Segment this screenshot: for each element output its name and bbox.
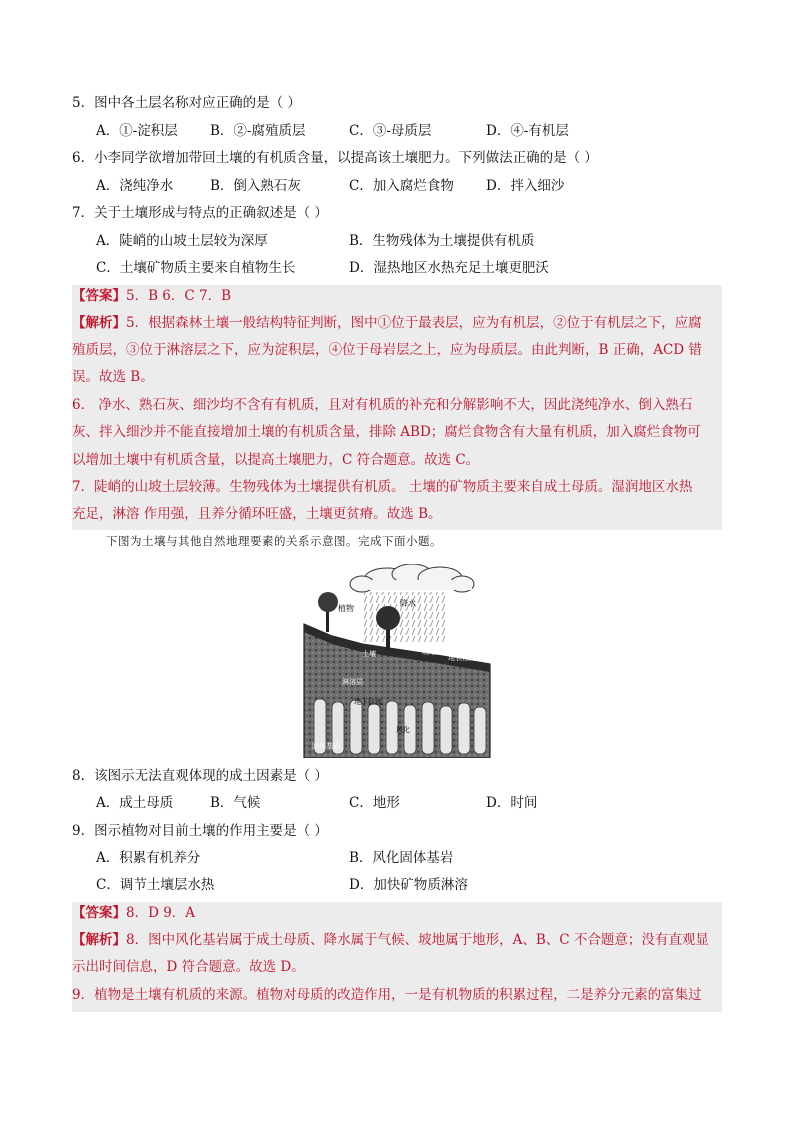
- label-bedrock: 固体基岩: [312, 742, 340, 750]
- analysis-text: 5．根据森林土壤一般结构特征判断，图中①位于最表层，应为有机层，②位于有机层之下，应腐: [126, 315, 702, 331]
- analysis-line-a-4: 灰、拌入细沙并不能直接增加土壤的有机质含量，排除 ABD；腐烂食物含有大量有机质，加入腐烂食物可: [72, 424, 701, 440]
- question-6-stem: 6．小李同学欲增加带回土壤的有机质含量，以提高该土壤肥力。下列做法正确的是（ ）: [72, 150, 598, 166]
- q9-option-c: C．调节土壤层水热: [96, 877, 215, 893]
- answer-line-b: [72, 904, 722, 922]
- q8-option-a: A．成土母质: [96, 795, 174, 811]
- q6-option-c: C．加入腐烂食物: [349, 178, 454, 194]
- question-5-stem: 5．图中各土层名称对应正确的是（ ）: [72, 95, 301, 111]
- q8-option-b: B．气候: [210, 795, 261, 811]
- q9-option-a: A．积累有机养分: [96, 850, 201, 866]
- analysis-line-b-2: 9．植物是土壤有机质的来源。植物对母质的改造作用，一是有机物质的积累过程，二是养分元素的富集过: [72, 987, 702, 1003]
- tree-left: [318, 592, 338, 632]
- q8-option-d: D．时间: [486, 795, 538, 811]
- q6-option-b: B．倒入熟石灰: [210, 178, 301, 194]
- analysis-line-a-1: 殖质层，③位于淋溶层之下，应为淀积层，④位于母岩层之上，应为母质层。由此判断，B 正确，ACD 错: [72, 342, 702, 358]
- analysis-text-b: 8．图中风化基岩属于成土母质、降水属于气候、坡地属于地形，A、B、C 不合题意；没有直观显: [126, 932, 709, 948]
- answer-line-a: [72, 287, 722, 305]
- analysis-tag: 【解析】: [72, 315, 126, 331]
- answer-tag: 【答案】: [72, 288, 126, 304]
- label-mid-1: 淋溶层: [342, 678, 363, 686]
- q7-option-c: C．土壤矿物质主要来自植物生长: [96, 260, 296, 276]
- q9-option-b: B．风化固体基岩: [349, 850, 454, 866]
- analysis-line-a-0: [72, 314, 722, 332]
- analysis-line-a-7: 充足，淋溶 作用强，且养分循环旺盛，土壤更贫瘠。故选 B。: [72, 506, 442, 522]
- analysis-tag-b: 【解析】: [72, 932, 126, 948]
- soil-diagram: [302, 564, 492, 758]
- answer-text-b: 8．D 9．A: [126, 905, 196, 921]
- answer-text: 5．B 6．C 7．B: [126, 288, 232, 304]
- analysis-line-a-5: 以增加土壤中有机质含量，以提高土壤肥力，C 符合题意。故选 C。: [72, 452, 480, 468]
- q5-option-b: B．②-腐殖质层: [210, 123, 306, 139]
- answer-tag-b: 【答案】: [72, 905, 126, 921]
- q9-option-d: D．加快矿物质淋溶: [349, 877, 468, 893]
- label-weathered: 风化: [396, 726, 410, 734]
- analysis-line-a-2: 误。故选 B。: [72, 369, 154, 385]
- analysis-line-b-0: [72, 931, 722, 949]
- question-8-stem: 8．该图示无法直观体现的成土因素是（ ）: [72, 768, 328, 784]
- label-plant: 植物: [338, 604, 354, 613]
- soil-relationship-figure: [302, 564, 492, 758]
- q5-option-d: D．④-有机层: [486, 123, 569, 139]
- q5-option-a: A．①-淀积层: [96, 123, 178, 139]
- label-mid-2: 地下径流: [354, 698, 382, 706]
- q6-option-d: D．拌入细沙: [486, 178, 565, 194]
- cloud: [350, 564, 474, 592]
- q7-option-a: A．陡峭的山坡土层较为深厚: [96, 233, 268, 249]
- question-9-stem: 9．图示植物对目前土壤的作用主要是（ ）: [72, 823, 328, 839]
- q8-option-c: C．地形: [349, 795, 400, 811]
- label-rain: 降水: [400, 599, 416, 608]
- label-slope: 坡地: [422, 648, 436, 656]
- figure-caption: 下图为土壤与其他自然地理要素的关系示意图。完成下面小题。: [106, 534, 442, 548]
- analysis-line-a-3: 6． 净水、熟石灰、细沙均不含有有机质，且对有机质的补充和分解影响不大，因此浇纯净水、倒入熟石: [72, 397, 693, 413]
- q7-option-d: D．湿热地区水热充足土壤更肥沃: [349, 260, 549, 276]
- q7-option-b: B．生物残体为土壤提供有机质: [349, 233, 535, 249]
- label-runoff: 地表径流: [448, 654, 476, 662]
- label-soil: 土壤: [362, 650, 376, 658]
- analysis-line-b-1: 示出时间信息，D 符合题意。故选 D。: [72, 959, 305, 975]
- q5-option-c: C．③-母质层: [349, 123, 432, 139]
- q6-option-a: A．浇纯净水: [96, 178, 174, 194]
- question-7-stem: 7．关于土壤形成与特点的正确叙述是（ ）: [72, 205, 328, 221]
- analysis-line-a-6: 7．陡峭的山坡土层较薄。生物残体为土壤提供有机质。 土壤的矿物质主要来自成土母质。湿润地区水热: [72, 479, 693, 495]
